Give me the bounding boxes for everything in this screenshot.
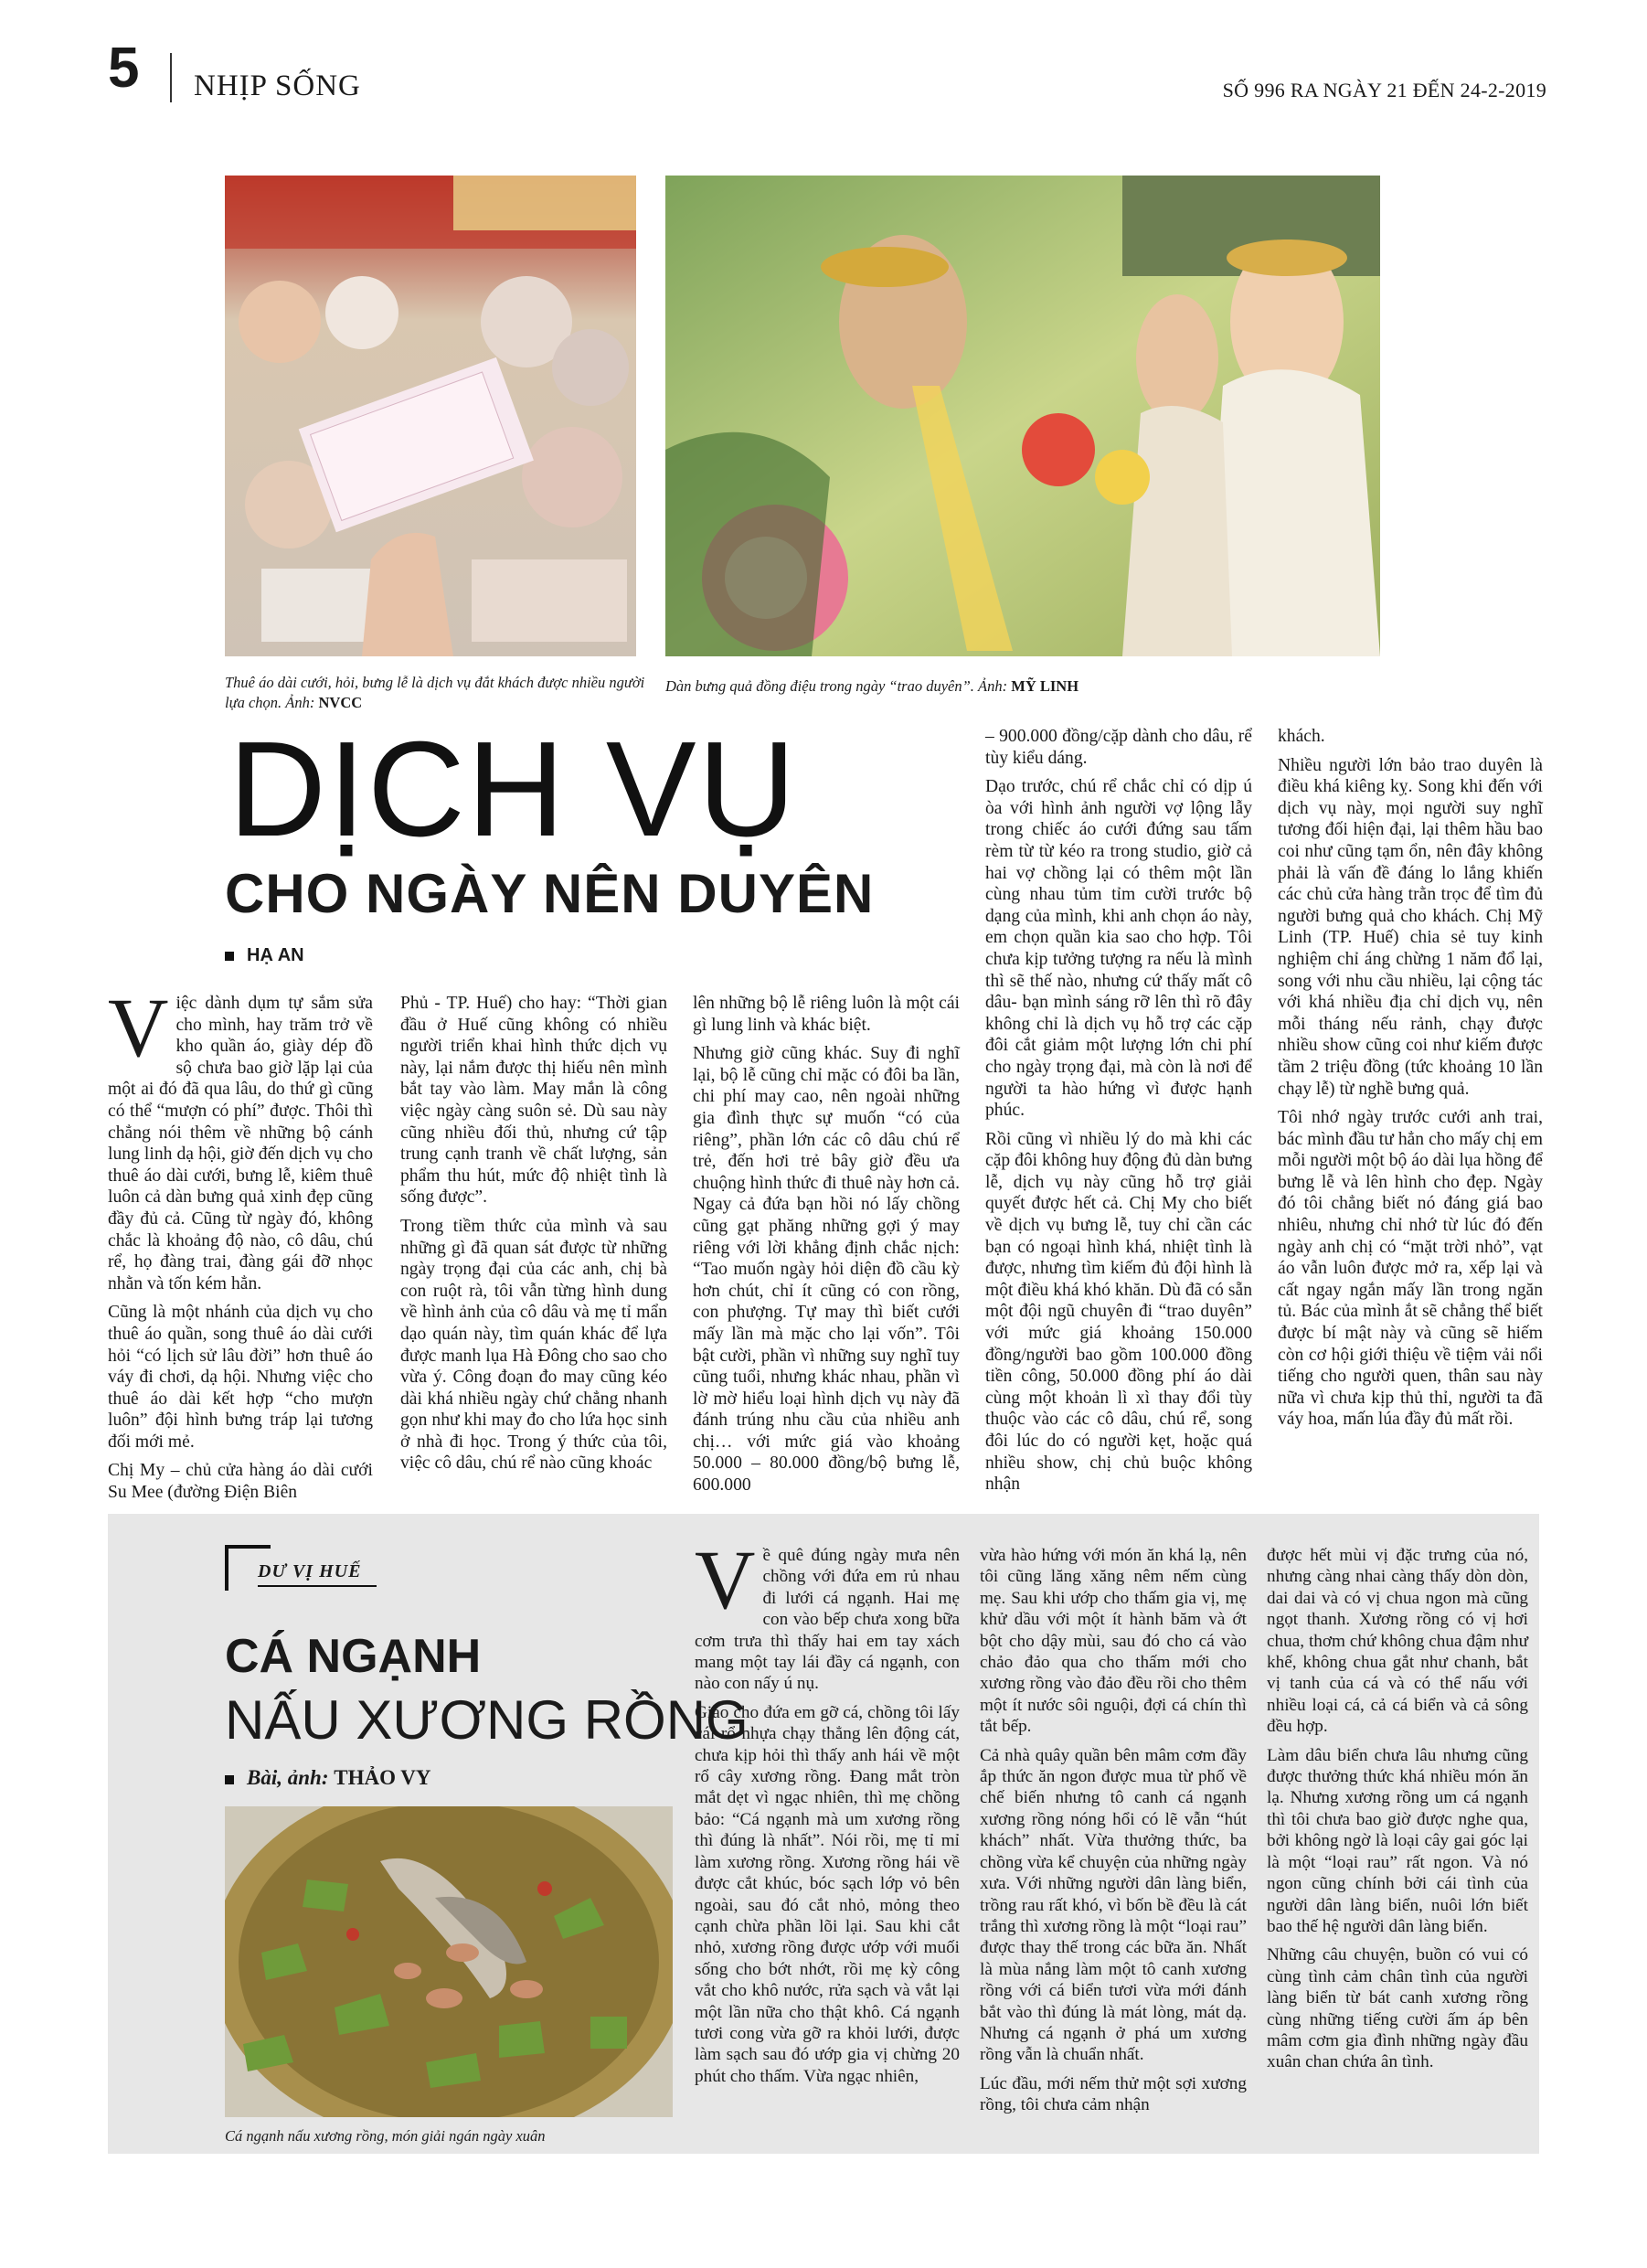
caption-credit: NVCC	[318, 694, 363, 711]
paragraph: khách.	[1278, 727, 1325, 746]
shop-photo	[225, 176, 636, 656]
byline-square	[225, 952, 234, 961]
paragraph: – 900.000 đồng/cặp dành cho dâu, rể tùy kiểu dáng.	[985, 727, 1252, 768]
byline-author: THẢO VY	[334, 1766, 431, 1789]
paragraph: Giao cho đứa em gỡ cá, chồng tôi lấy cái rổ nhựa chạy thẳng lên động cát, chưa kịp hỏi thì thấy anh hái về một rổ cây xương rồng. Đang mắt tròn mắt dẹt vì ngạc nhiên, thì mẹ chồng bảo: “Cá ngạnh mà um xương rồng thì đúng là nhất”. Nói rồi, mẹ tỉ mỉ làm xương rồng. Xương rồng hái về được cắt khúc, bóc sạch lớp vỏ bên ngoài, sau đó cắt nhỏ, mỏng theo cạnh chừa phần lõi lại. Sau khi cắt nhỏ, xương rồng được ướp với muối sống cho bớt nhớt, rồi mẹ kỳ công vắt cho khô nước, rửa sạch và vắt lại một lần nữa cho thật khô. Cá ngạnh tươi cong vừa gỡ ra khỏi lưới, được làm sạch sau đó ướp gia vị chừng 20 phút cho thấm. Vừa ngạc nhiên,	[695, 1702, 960, 2086]
bridesmaids-photo	[665, 176, 1380, 656]
paragraph: lên những bộ lễ riêng luôn là một cái gì lung linh và khác biệt.	[693, 994, 960, 1035]
byline-square	[225, 1775, 234, 1784]
article-col-4	[985, 726, 1252, 1503]
paragraph: Lúc đầu, mới nếm thử một sợi xương rồng, tôi chưa cảm nhận	[980, 2073, 1247, 2115]
paragraph: Nhiều người lớn bảo trao duyên là điều khá kiêng kỵ. Song khi đến với dịch vụ này, mọi người suy nghĩ tương đối hiện đại, lại thêm hầu bao coi như cũng tạm ổn, nên đây không phải là vấn đề đáng lo lắng khiến các chủ cửa hàng trằn trọc để tìm đủ người bưng quả cho khách. Chị Mỹ Linh (TP. Huế) chia sẻ tuy kinh nghiệm chỉ áng chừng 1 năm đổ lại, song với nhu cầu nhiều, lại cộng tác với khá nhiều địa chỉ dịch vụ, nên mỗi tháng nếu rảnh, chạy được nhiều show cũng coi như kiếm được tầm 2 triệu đồng (tức khoảng 10 lần chạy lễ) từ nghề bưng quả.	[1278, 755, 1543, 1099]
food-byline	[225, 1766, 431, 1790]
food-col-2	[980, 1545, 1247, 2124]
bridesmaids-photo-caption	[665, 676, 1397, 697]
paragraph: Trong tiềm thức của mình và sau những gì đã quan sát được từ những ngày trọng đại của các anh, chị bà con ruột rà, tôi vẫn từng hình dung về hình ảnh của cô dâu và mẹ tỉ mẩn dạo quán này, tìm quán khác để lựa được manh lụa Hà Đông cho sao cho vừa ý. Công đoạn đo may cũng kéo dài khá nhiều ngày chứ chẳng nhanh gọn như khi may đo cho lứa học sinh ở nhà đi học. Trong ý thức của tôi, việc cô dâu, chú rể nào cũng khoác	[400, 1216, 667, 1474]
article-col-5	[1278, 726, 1543, 1438]
kicker-underline	[258, 1585, 377, 1587]
drop-cap: V	[695, 1533, 756, 1626]
food-title: CÁ NGẠNH	[225, 1630, 482, 1683]
fish-dish-photo	[225, 1806, 673, 2117]
article-title: DỊCH VỤ	[228, 714, 798, 865]
food-col-1	[695, 1533, 960, 2094]
food-kicker: DƯ VỊ HUẾ	[258, 1561, 362, 1581]
shop-photo-caption	[225, 673, 645, 713]
fish-dish-caption: Cá ngạnh nấu xương rồng, món giải ngán ngày xuân	[225, 2127, 546, 2145]
paragraph: Dạo trước, chú rể chắc chỉ có dịp ú òa với hình ảnh người vợ lộng lẫy trong chiếc áo cưới đứng sau tấm rèm từ từ kéo ra trong studio, giờ cả hai vợ chồng lại có thêm một lần cùng nhau tủm tỉm cười trước bộ dạng của mình, khi anh chọn áo này, em chọn quần kia sao cho hợp. Tôi chưa kịp tưởng tượng ra nếu là mình thì sẽ thế nào, nhưng cứ thấy mất cô dâu- bạn mình sáng rỡ lên thì rõ đây không chỉ là dịch vụ hỗ trợ các cặp đôi cắt giảm một lượng lớn chi phí cho ngày trọng đại, mà còn là nơi để người ta hào hứng vì được hạnh phúc.	[985, 777, 1252, 1121]
caption-text: Dàn bưng quả đồng điệu trong ngày “trao duyên”. Ảnh:	[665, 677, 1012, 695]
paragraph: Chị My – chủ cửa hàng áo dài cưới Su Mee (đường Điện Biên	[108, 1461, 373, 1503]
food-subtitle: NẤU XƯƠNG RỒNG	[225, 1689, 749, 1751]
paragraph: Cũng là một nhánh của dịch vụ cho thuê áo quần, song thuê áo dài cưới hỏi “có lịch sử lâu đời” hơn thuê áo váy đi chơi, dạ hội. Nhưng việc cho thuê áo dài kết hợp “cho mượn luôn” đội hình bưng tráp lại tương đối mới mẻ.	[108, 1303, 373, 1452]
paragraph: vừa hào hứng với món ăn khá lạ, nên tôi cũng lăng xăng nêm nếm cùng mẹ. Sau khi ướp cho thấm gia vị, mẹ khử dầu với một ít hành băm và ớt bột cho dậy mùi, sau đó cho cá vào chảo đảo qua cho thấm mới cho xương rồng vào đảo đều rồi cho thêm một ít nước sôi nguội, đợi cá chín thì tắt bếp.	[980, 1546, 1247, 1737]
paragraph: Phủ - TP. Huế) cho hay: “Thời gian đầu ở Huế cũng không có nhiều người triển khai hình thức dịch vụ này, lại nắm được thị hiếu nên mình bắt tay vào làm. May mắn là công việc ngày càng suôn sẻ. Dù sau này cũng nhiều đối thủ, nhưng cứ tập trung cạnh tranh về chất lượng, sản phẩm thu hút, mức độ nhiệt tình là sống được”.	[400, 994, 667, 1208]
paragraph: được hết mùi vị đặc trưng của nó, nhưng càng nhai càng thấy dòn dòn, dai dai và có vị chua ngon mà cũng ngọt thanh. Xương rồng có vị hơi chua, thơm chứ không chua đậm như khế, không chua gắt như chanh, bắt vị tanh của cá và có thể nấu với nhiều loại cá, cả cá biển và cả sông đều hợp.	[1267, 1546, 1528, 1737]
paragraph: iệc dành dụm tự sắm sửa cho mình, hay trăm trở về kho quần áo, giày dép đồ sộ chưa bao giờ lặp lại của một ai đó đã qua lâu, do thứ gì cũng có thể “mượn có phí” được. Thôi thì chẳng nói thêm về những bộ cánh lung linh dạ hội, giờ đến dịch vụ cho thuê áo dài cưới, bưng lễ, kiêm thuê luôn cả dàn bưng quả xinh đẹp cũng đầy đủ cả. Cũng từ ngày đó, không chắc là khoảng độ nào, cô dâu, chú rể, họ đàng trai, đàng gái đỡ nhọc nhằn và tốn kém hẳn.	[108, 994, 373, 1294]
paragraph: Rồi cũng vì nhiều lý do mà khi các cặp đôi không huy động đủ dàn bưng lễ, dịch vụ này cũng hỗ trợ giải quyết được hết cả. Chị My cho biết về dịch vụ bưng lễ, tuy chỉ cần các bạn có ngoại hình khá, nhiệt tình là được, nhưng tìm kiếm đủ đội hình là một điều khá khó khăn. Dù đã có sẵn một đội ngũ chuyên đi “trao duyên” với mức giá khoảng 150.000 đồng/người bao gồm 100.000 đồng tiền công, 50.000 đồng phí áo dài cùng một khoản lì xì thay đổi tùy thuộc vào các cô dâu, chú rể, song đôi lúc do có người kẹt, hoặc quá nhiều show, chị chủ buộc không nhận	[985, 1129, 1252, 1495]
paragraph: Làm dâu biển chưa lâu nhưng cũng được thưởng thức khá nhiều món ăn lạ. Nhưng xương rồng um cá ngạnh thì tôi chưa bao giờ được nghe qua, bởi không ngờ là loại cây gai góc lại là một “loại rau” rất ngon. Và nó ngon cũng chính bởi cái tình của người dân làng biển, nuôi lớn biết bao thế hệ người dân làng biển.	[1267, 1745, 1528, 1936]
paragraph: Tôi nhớ ngày trước cưới anh trai, bác mình đầu tư hẳn cho mấy chị em mỗi người một bộ áo dài lụa hồng để bưng lễ và lên hình cho đẹp. Ngày đó tôi chẳng biết nó đáng giá bao nhiêu, nhưng chỉ nhớ từ lúc đó đến ngày anh chị có “mặt trời nhỏ”, vạt áo vẫn luôn được mở ra, xếp lại và cất ngay ngắn mấy lần trong ngăn tủ. Bác của mình ắt sẽ chẳng thể biết được bí mật này và cũng sẽ hiếm còn cơ hội giới thiệu về tiệm vải nổi tiếng cho người quen, thân sau này nữa vì chưa kịp thủ thỉ, người ta đã váy hoa, mấn lúa đầy đủ mất rồi.	[1278, 1108, 1543, 1430]
food-col-3	[1267, 1545, 1528, 2081]
paragraph: Nhưng giờ cũng khác. Suy đi nghĩ lại, bộ lễ cũng chỉ mặc có đôi ba lần, chi phí may cao, nên ngoài những gia đình thực sự muốn “có của riêng”, phần lớn các cô dâu chú rể trẻ, đến hơi trẻ bây giờ đều ưa chuộng hình thức đi thuê này hơn cả. Ngay cả đứa bạn hồi nó lấy chồng cũng gạt phăng những gợi ý may riêng với lời khẳng định chắc nịch: “Tao muốn ngày hỏi diện đồ cầu kỳ hơn chút, chỉ ít cũng có con rồng, con phượng. Tự may thì biết cưới mấy lần mà mặc cho lại vốn”. Tôi bật cười, phần vì những suy nghĩ tuy cũng tuổi, nhưng khác nhau, phần vì lờ mờ hiểu loại hình dịch vụ này đã đánh trúng nhu cầu của nhiều anh chị… với mức giá vào khoảng 50.000 – 80.000 đồng/bộ bưng lễ, 600.000	[693, 1044, 960, 1496]
drop-cap: V	[108, 981, 169, 1074]
paragraph: Những câu chuyện, buồn có vui có cùng tình cảm chân tình của người làng biển từ bát canh xương rồng cùng những tiếng cười ấm áp bên mâm cơm gia đình những ngày đầu xuân chan chứa ân tình.	[1267, 1945, 1528, 2072]
article-subtitle: CHO NGÀY NÊN DUYÊN	[225, 863, 875, 924]
page-number: 5	[108, 37, 140, 100]
article-byline	[225, 945, 304, 966]
issue-info: SỐ 996 RA NGÀY 21 ĐẾN 24-2-2019	[1222, 79, 1546, 101]
byline-label: Bài, ảnh:	[247, 1766, 335, 1789]
article-col-3	[693, 993, 960, 1504]
section-title: NHỊP SỐNG	[194, 69, 361, 102]
article-col-1	[108, 981, 373, 1511]
article-col-2	[400, 993, 667, 1482]
header-divider	[170, 53, 172, 102]
caption-credit: MỸ LINH	[1011, 677, 1079, 695]
byline-author: HẠ AN	[247, 945, 304, 965]
paragraph: Cả nhà quây quần bên mâm cơm đầy ắp thức ăn ngon được mua từ phố về chế biến nhưng tô canh cá ngạnh xương rồng nóng hổi có lẽ vẫn “hút khách” nhất. Vừa thưởng thức, ba chồng vừa kể chuyện của những ngày xưa. Với những người dân làng biển, trồng rau rất khó, vì bốn bề đều là cát trắng thì xương rồng là một “loại rau” được thay thế trong các bữa ăn. Nhất là mùa nắng làm một tô canh xương rồng với cá biển tươi vừa mới đánh bắt vào thì đúng là mát lòng, mát dạ. Nhưng cá ngạnh ở phá um xương rồng vẫn là chuẩn nhất.	[980, 1745, 1247, 2065]
caption-text: Thuê áo dài cưới, hỏi, bưng lễ là dịch vụ đắt khách được nhiều người lựa chọn. Ảnh:	[225, 674, 645, 711]
paragraph: ề quê đúng ngày mưa nên chồng với đứa em rủ nhau đi lưới cá ngạnh. Hai mẹ con vào bếp chưa xong bữa cơm trưa thì thấy hai em tay xách mang một tay lái đầy cá ngạnh, con nào con nấy ú nụ.	[695, 1546, 960, 1694]
